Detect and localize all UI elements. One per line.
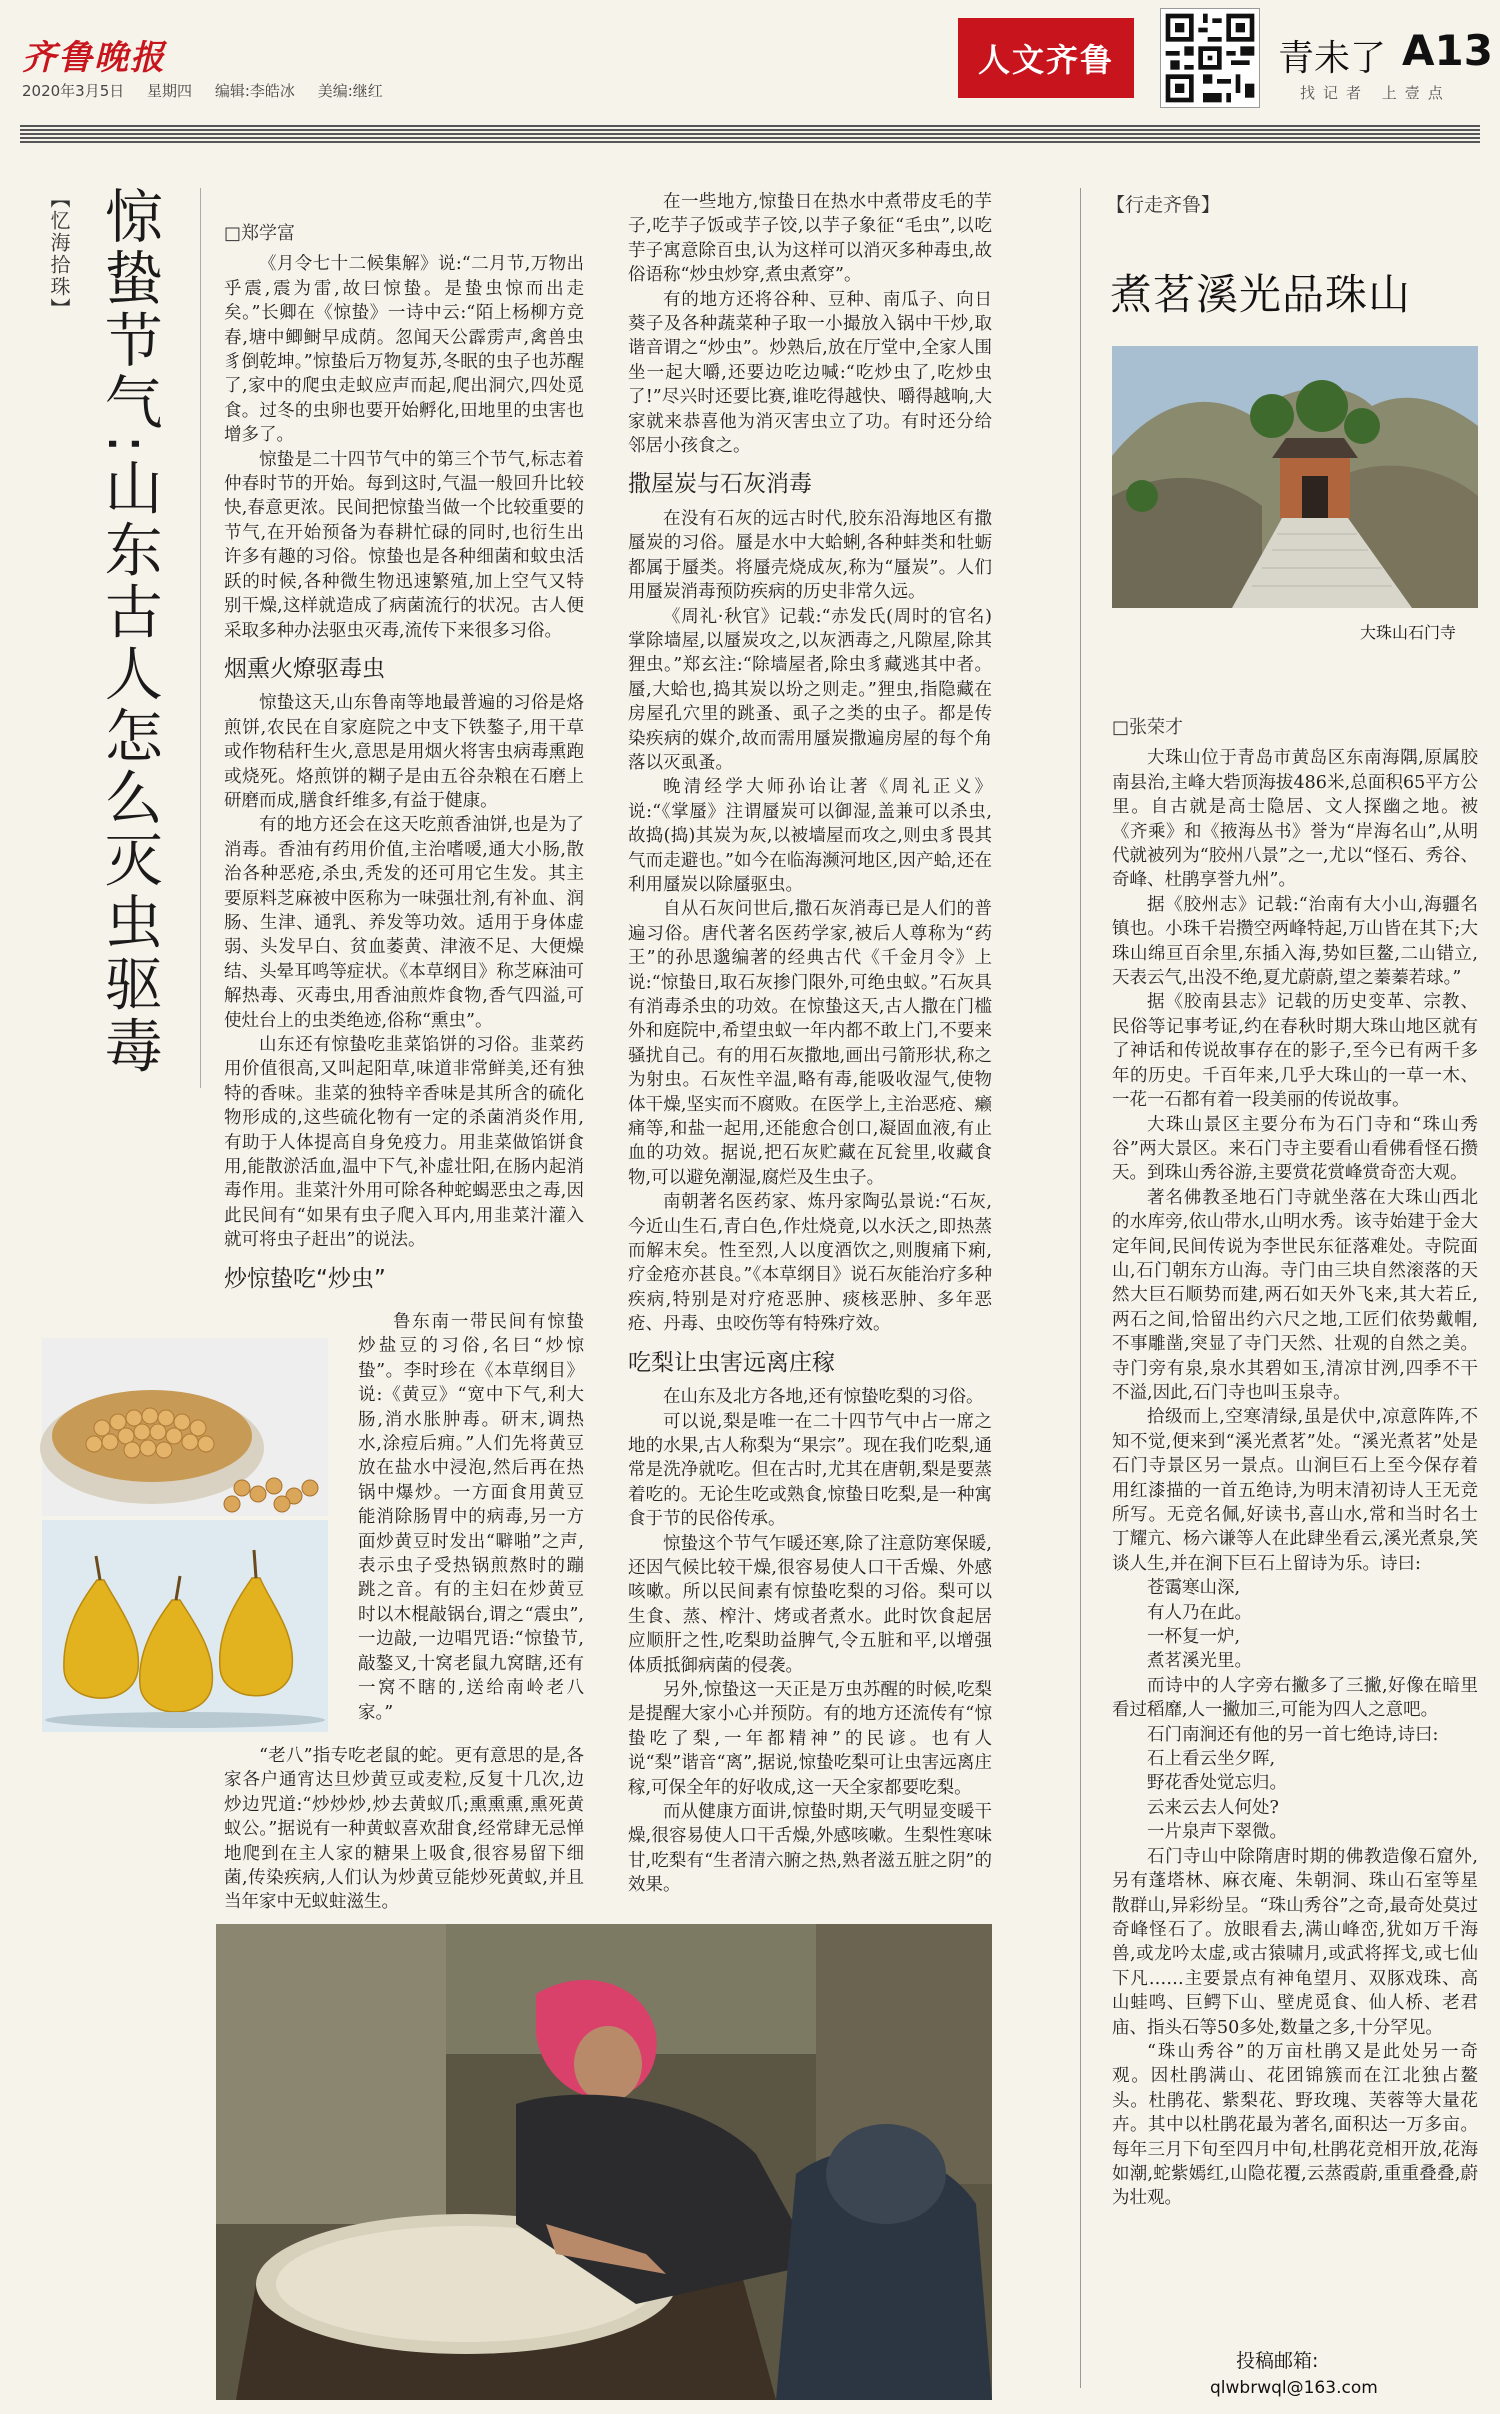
subheading: 烟熏火燎驱毒虫 (224, 655, 385, 682)
paragraph: 而诗中的人字旁右撇多了三撇,好像在暗里看过稻靡,人一撇加三,可能为四人之意吧。 (1112, 1675, 1478, 1721)
paragraph: 大珠山位于青岛市黄岛区东南海隅,原属胶南县治,主峰大砦顶海拔486米,总面积65平方公里。自古就是高士隐居、文人探幽之地。被《齐乘》和《掖海丛书》誉为“岸海名山”,从明代就被列为“胶州八景”之一,尤以“怪石、秀谷、奇峰、杜鹃享誉九州”。 (1112, 748, 1478, 891)
pear-photo (42, 1520, 328, 1732)
subheading: 吃梨让虫害远离庄稼 (628, 1349, 835, 1376)
soybean-photo (42, 1338, 328, 1516)
article-column-1 (224, 222, 584, 1292)
paragraph: 拾级而上,空寒清绿,虽是伏中,凉意阵阵,不知不觉,便来到“溪光煮茗”处。“溪光煮茗”处是石门寺景区另一景点。山涧巨石上至今保存着用红漆描的一首五绝诗,为明末清初诗人王无竞所写。无竞名佩,好读书,喜山水,常和当时名士丁耀亢、杨六谦等人在此肆坐看云,溪光煮泉,笑谈人生,并在涧下巨石上留诗为乐。诗曰: (1112, 1407, 1478, 1574)
masthead-logo: 齐鲁晚报 (22, 38, 166, 78)
issue-date: 2020年3月5日 (22, 82, 125, 100)
poem-line: 一杯复一炉, (1147, 1627, 1241, 1648)
paragraph: 有的地方还将谷种、豆种、南瓜子、向日葵子及各种蔬菜种子取一小撮放入锅中干炒,取谐音谓之“炒虫”。炒熟后,放在厅堂中,全家人围坐一起大嚼,还要边吃边喊:“吃炒虫了,吃炒虫了!”尽兴时还要比赛,谁吃得越快、嚼得越响,大家就来恭喜他为消灭害虫立了功。有时还分给邻居小孩食之。 (628, 289, 992, 457)
paragraph: 山东还有惊蛰吃韭菜馅饼的习俗。韭菜药用价值很高,又叫起阳草,味道非常鲜美,还有独特的香味。韭菜的独特辛香味是其所含的硫化物形成的,这些硫化物有一定的杀菌消炎作用,有助于人体提高自身免疫力。用韭菜做馅饼食用,能散淤活血,温中下气,补虚壮阳,在肠内起消毒作用。韭菜汁外用可除各种蛇蝎恶虫之毒,因此民间有“如果有虫子爬入耳内,用韭菜汁灌入就可将虫子赶出”的说法。 (224, 1035, 584, 1251)
submission-email-label: 投稿邮箱: (1236, 2350, 1319, 2372)
column-tag: 【行走齐鲁】 (1106, 194, 1221, 216)
paragraph: 在没有石灰的远古时代,胶东沿海地区有撒蜃炭的习俗。蜃是水中大蛤蜊,各种蚌类和牡蛎都属于蜃类。将蜃壳烧成灰,称为“蜃炭”。人们用蜃炭消毒预防疾病的历史非常久远。 (628, 508, 992, 603)
paragraph: 晚清经学大师孙诒让著《周礼正义》说:“《掌蜃》注谓蜃炭可以御湿,盖兼可以杀虫,故捣(捣)其炭为灰,以被墙屋而攻之,则虫豸畏其气而走避也。”如今在临海濒河地区,因产蛤,还在利用蜃炭以除蜃驱虫。 (628, 777, 992, 895)
paragraph: 惊蛰这个节气乍暖还寒,除了注意防寒保暖,还因气候比较干燥,很容易使人口干舌燥、外感咳嗽。所以民间素有惊蛰吃梨的习俗。梨可以生食、蒸、榨汁、烤或者煮水。此时饮食起居应顺肝之性,吃梨助益脾气,令五脏和平,以增强体质抵御病菌的侵袭。 (628, 1533, 992, 1676)
pancake-cooking-photo (216, 1924, 992, 2400)
header-dateline (22, 80, 401, 101)
poem-line: 有人乃在此。 (1147, 1602, 1252, 1623)
poem-line: 云来云去人何处? (1147, 1797, 1279, 1818)
paragraph: 据《胶州志》记载:“治南有大小山,海疆名镇也。小珠千岩攒空两峰特起,万山皆在其下;大珠山绵亘百余里,东插入海,势如巨鳌,二山错立,天表云气,出没不绝,夏尤蔚蔚,望之蓁蓁若球。” (1112, 894, 1478, 989)
paragraph: 大珠山景区主要分布为石门寺和“珠山秀谷”两大景区。来石门寺主要看山看佛看怪石攒天。到珠山秀谷游,主要赏花赏峰赏奇峦大观。 (1112, 1114, 1478, 1184)
article-column-3 (1112, 716, 1478, 2321)
paragraph: 而从健康方面讲,惊蛰时期,天气明显变暖干燥,很容易使人口干舌燥,外感咳嗽。生梨性寒味甘,吃梨有“生者清六腑之热,熟者滋五脏之阴”的效果。 (628, 1802, 992, 1896)
paragraph: 《周礼·秋官》记载:“赤发氏(周时的官名)掌除墙屋,以蜃炭攻之,以灰洒毒之,凡隙屋,除其狸虫。”郑玄注:“除墙屋者,除虫豸藏逃其中者。蜃,大蛤也,捣其炭以坋之则走。”狸虫,指隐藏在房屋孔穴里的跳蚤、虱子之类的虫子。都是传染疾病的媒介,故而需用蜃炭撒遍房屋的每个角落以灭虱蚤。 (628, 606, 992, 773)
paragraph: 石门寺山中除隋唐时期的佛教造像石窟外,另有蓬塔林、麻衣庵、朱朝洞、珠山石室等星散群山,异彩纷呈。“珠山秀谷”之奇,最奇处莫过奇峰怪石了。放眼看去,满山峰峦,犹如万千海兽,或龙吟太虚,或古猿啸月,或武将挥戈,或七仙下凡……主要景点有神龟望月、双豚戏珠、高山蛙鸣、巨鳄下山、壁虎觅食、仙人桥、老君庙、指头石等50多处,数量之多,十分罕见。 (1112, 1846, 1478, 2038)
paragraph: 南朝著名医药家、炼丹家陶弘景说:“石灰,今近山生石,青白色,作灶烧竟,以水沃之,即热蒸而解末矣。性至烈,人以度酒饮之,则腹痛下痢,疗金疮亦甚良。”《本草纲目》说石灰能治疗多种疾病,特别是对疗疮恶肿、痰核恶肿、多年恶疮、丹毒、虫咬伤等有特殊疗效。 (628, 1192, 992, 1335)
paragraph: 惊蛰是二十四节气中的第三个节气,标志着仲春时节的开始。每到这时,气温一般回升比较快,春意更浓。民间把惊蛰当做一个比较重要的节气,在开始预备为春耕忙碌的同时,也衍生出许多有趣的习俗。惊蛰也是各种细菌和蚊虫活跃的时候,各种微生物迅速繁殖,加上空气又特别干燥,这样就造成了病菌流行的状况。古人便采取多种办法驱虫灭毒,流传下来很多习俗。 (224, 449, 584, 641)
paragraph: 在山东及北方各地,还有惊蛰吃梨的习俗。 (663, 1387, 984, 1408)
article-title: 煮茗溪光品珠山 (1110, 270, 1412, 319)
temple-photo (1112, 346, 1478, 608)
paragraph: 《月令七十二候集解》说:“二月节,万物出乎震,震为雷,故曰惊蛰。是蛰虫惊而出走矣。”长卿在《惊蛰》一诗中云:“陌上杨柳方竞春,塘中鲫鲥早成荫。忽闻天公霹雳声,禽兽虫豸倒乾坤。”惊蛰后万物复苏,冬眠的虫子也苏醒了,家中的爬虫走蚁应声而起,爬出洞穴,四处觅食。过冬的虫卵也要开始孵化,田地里的虫害也增多了。 (224, 254, 584, 446)
article-column-2 (628, 190, 992, 1930)
page-number: A13 (1402, 26, 1493, 75)
article-byline: □张荣才 (1112, 717, 1184, 738)
poem-line: 野花香处觉忘归。 (1147, 1773, 1287, 1794)
paragraph: 石门南涧还有他的另一首七绝诗,诗曰: (1147, 1724, 1439, 1745)
article-byline: □郑学富 (224, 223, 296, 244)
column-divider (1080, 188, 1081, 2388)
article-title: 惊蛰节气:山东古人怎么灭虫驱毒 (94, 186, 163, 1078)
submission-email-link[interactable]: qlwbrwql@163.com (1210, 2378, 1378, 2398)
paragraph: “珠山秀谷”的万亩杜鹃又是此处另一奇观。因杜鹃满山、花团锦簇而在江北独占鳌头。杜鹃花、紫梨花、野玫瑰、芙蓉等大量花卉。其中以杜鹃花最为著名,面积达一万多亩。每年三月下旬至四月中旬,杜鹃花竞相开放,花海如潮,蛇紫嫣红,山隐花覆,云蒸霞蔚,重重叠叠,蔚为壮观。 (1112, 2041, 1478, 2209)
paragraph: 在一些地方,惊蛰日在热水中煮带皮毛的芋子,吃芋子饭或芋子饺,以芋子象征“毛虫”,以吃芋子寓意除百虫,认为这样可以消灭多种毒虫,故俗语称“炒虫炒穿,煮虫煮穿”。 (628, 192, 992, 286)
section-badge: 人文齐鲁 (958, 18, 1134, 98)
designer-credit: 美编:继红 (317, 82, 383, 100)
editor-credit: 编辑:李皓冰 (214, 82, 295, 100)
paragraph: 有的地方还会在这天吃煎香油饼,也是为了消毒。香油有药用价值,主治嗜喛,通大小肠,散治各种恶疮,杀虫,秃发的还可用它生发。其主要原料芝麻被中医称为一味强壮剂,有补血、润肠、生津、通乳、养发等功效。适用于身体虚弱、头发早白、贫血萎黄、津液不足、大便燥结、头晕耳鸣等症状。《本草纲目》称芝麻油可解热毒、灭毒虫,用香油煎炸食物,香气四溢,可使灶台上的虫类绝迹,俗称“熏虫”。 (224, 815, 584, 1031)
issue-weekday: 星期四 (147, 82, 193, 100)
paragraph: 据《胶南县志》记载的历史变革、宗教、民俗等记事考证,约在春秋时期大珠山地区就有了神话和传说故事存在的影子,至今已有两千多年的历史。千百年来,几乎大珠山的一草一木、一花一石都有着一段美丽的传说故事。 (1112, 992, 1478, 1111)
poem-line: 一片泉声下翠微。 (1147, 1822, 1287, 1843)
column-tag: 【忆海拾珠】 (47, 188, 71, 320)
poem-line: 石上看云坐夕晖, (1147, 1749, 1276, 1770)
subheading: 撒屋炭与石灰消毒 (628, 471, 812, 498)
paragraph: “老八”指专吃老鼠的蛇。更有意思的是,各家各户通宵达旦炒黄豆或麦粒,反复十几次,边炒边咒道:“炒炒炒,炒去黄蚁爪;熏熏熏,熏死黄蚁公。”据说有一种黄蚁喜欢甜食,经常肆无忌惮地爬到在主人家的糖果上吸食,很容易留下细菌,传染疾病,人们认为炒黄豆能炒死黄蚁,并且当年家中无蚁蛀滋生。 (224, 1746, 584, 1913)
paragraph: 著名佛教圣地石门寺就坐落在大珠山西北的水库旁,依山带水,山明水秀。该寺始建于金大定年间,民间传说为李世民东征落难处。寺院面山,石门朝东方山海。寺门由三块自然滚落的天然大巨石顺势而建,两石如天外飞来,其大若丘,两石之间,恰留出约六尺之地,工匠们依势戴帽,不事雕凿,突显了寺门天然、壮观的自然之美。寺门旁有泉,泉水其碧如玉,清凉甘洌,四季不干不溢,因此,石门寺也叫玉泉寺。 (1112, 1187, 1478, 1403)
paragraph: 可以说,梨是唯一在二十四节气中占一席之地的水果,古人称梨为“果宗”。现在我们吃梨,通常是洗净就吃。但在古时,尤其在唐朝,梨是要蒸着吃的。无论生吃或熟食,惊蛰日吃梨,是一种寓食于节的民俗传承。 (628, 1411, 992, 1530)
subheading: 炒惊蛰吃“炒虫” (224, 1265, 386, 1292)
paragraph: 惊蛰这天,山东鲁南等地最普遍的习俗是烙煎饼,农民在自家庭院之中支下铁鏊子,用干草或作物秸秆生火,意思是用烟火将害虫病毒熏跑或烧死。烙煎饼的糊子是由五谷杂粮在石磨上研磨而成,膳食纤维多,有益于健康。 (224, 693, 584, 811)
column-divider (200, 188, 201, 1088)
paragraph: 自从石灰问世后,撒石灰消毒已是人们的普遍习俗。唐代著名医药学家,被后人尊称为“药王”的孙思邈编著的经典古代《千金月令》上说:“惊蛰日,取石灰掺门限外,可绝虫蚁。”石灰具有消毒杀虫的功效。在惊蛰这天,古人撒在门槛外和庭院中,希望虫蚁一年内都不敢上门,不要来骚扰自己。有的用石灰撒地,画出弓箭形状,称之为射虫。石灰性辛温,略有毒,能吸收湿气,使物体干燥,坚实而不腐败。在医学上,主治恶疮、癞痛等,和盐一起用,还能愈合创口,凝固血液,有止血的功效。据说,把石灰贮藏在瓦瓮里,收藏食物,可以避免潮湿,腐烂及生虫子。 (628, 899, 992, 1188)
poem-line: 苍霭寒山深, (1147, 1578, 1241, 1599)
poem-line: 煮茗溪光里。 (1147, 1651, 1252, 1672)
header-rule (20, 125, 1480, 143)
qr-code-icon (1160, 8, 1260, 108)
photo-caption: 大珠山石门寺 (1360, 623, 1457, 642)
paragraph: 鲁东南一带民间有惊蛰炒盐豆的习俗,名曰“炒惊蛰”。李时珍在《本草纲目》说:《黄豆》“宽中下气,利大肠,消水胀肿毒。研末,调热水,涂痘后痈。”人们先将黄豆放在盐水中浸泡,然后再在热锅中爆炒。一方面食用黄豆能消除肠胃中的病毒,另一方面炒黄豆时发出“噼啪”之声,表示虫子受热锅煎熬时的蹦跳之音。有的主妇在炒黄豆时以木棍敲锅台,谓之“震虫”,一边敲,一边唱咒语:“惊蛰节,敲鏊叉,十窝老鼠九窝瞎,还有一窝不瞎的,送给南岭老八家。” (358, 1312, 584, 1723)
article-column-1-wrap (358, 1310, 584, 1742)
header-credit: 找记者 上壹点 (1300, 84, 1451, 102)
paragraph: 另外,惊蛰这一天正是万虫苏醒的时候,吃梨是提醒大家小心并预防。有的地方还流传有“惊蛰吃了梨,一年都精神”的民谚。也有人说“梨”谐音“离”,据说,惊蛰吃梨可让虫害远离庄稼,可保全年的好收成,这一天全家都要吃梨。 (628, 1679, 992, 1798)
header-slogan: 青未了 (1278, 38, 1387, 79)
